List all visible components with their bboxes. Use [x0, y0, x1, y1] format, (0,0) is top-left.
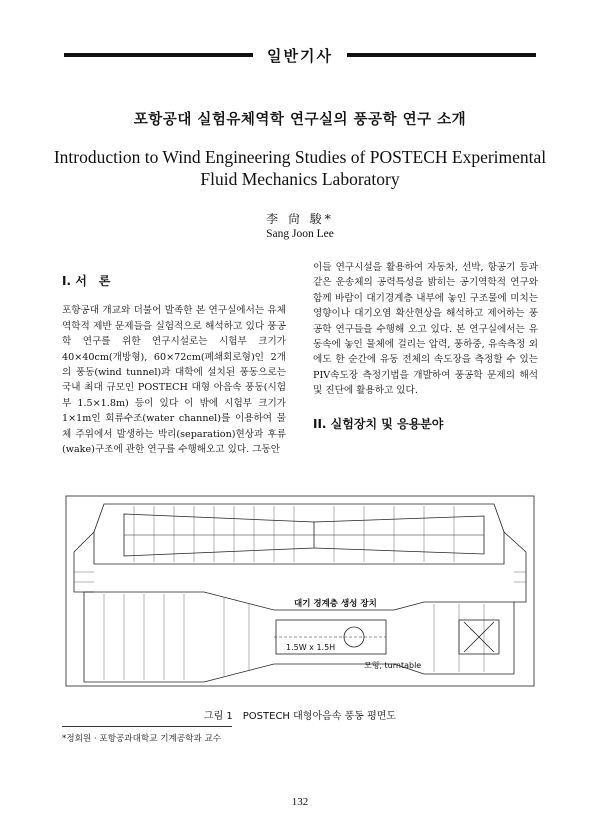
intro-paragraph-left: 포항공대 개교와 더불어 발족한 본 연구실에서는 유체역학적 제반 문제들을 실험적으로 해석하고 있다 풍공학 연구를 위한 연구시설로는 시험부 크기가 40×40cm(개방형), 60×72cm(폐쇄회로형)인 2개의 풍동(wind tunnel)과 대학에 설치된 풍동으로는 국내 최대 규모인 POSTECH 대형 아음속 풍동(시험부 1.5×1.8m) 등이 있다 이 밖에 시험부 크기가 1×1m인 회류수조(water channel)를 이용하여 물체 주위에서 발생하는 박리(separation)현상과 후류(wake)구조에 관한 연구를 수행해오고 있다. 그동안: [62, 305, 286, 456]
author-name-korean: 李 尙 駿*: [266, 212, 334, 226]
footnote-divider: [62, 726, 232, 727]
author-footnote: *정회원 · 포항공과대학교 기계공학과 교수: [62, 734, 222, 744]
figure-caption: 그림 1 POSTECH 대형아음속 풍동 평면도: [203, 711, 397, 722]
right-column: [313, 260, 538, 446]
article-title-korean: 포항공대 실험유체역학 연구실의 풍공학 연구 소개: [133, 112, 467, 128]
section-label: 일반기사: [267, 46, 333, 65]
badge-rule-right: [347, 53, 536, 57]
label-turntable: 모형, turntable: [364, 661, 422, 670]
section-badge: [64, 40, 536, 70]
wind-tunnel-svg: [64, 492, 538, 690]
section-2-heading: II. 실험장치 및 응용분야: [313, 416, 444, 431]
corner-right: [504, 532, 526, 602]
wind-tunnel-plan-drawing: [64, 492, 538, 690]
label-test-section-size: 1.5W x 1.5H: [286, 643, 336, 652]
article-title-english: [0, 146, 600, 190]
label-boundary-layer-device: 대기 경계층 생성 장치: [294, 599, 377, 609]
page-number: 132: [291, 796, 309, 808]
corner-left: [74, 532, 94, 592]
left-column: [62, 274, 286, 457]
badge-rule-left: [64, 53, 253, 57]
english-title-line-2: Fluid Mechanics Laboratory: [200, 169, 400, 189]
english-title-line-1: Introduction to Wind Engineering Studies of POSTECH Experimental: [53, 147, 547, 167]
intro-paragraph-right: 이들 연구시설을 활용하여 자동차, 선박, 항공기 등과 같은 운송체의 공력특성을 밝히는 공기역학적 연구와 함께 바람이 대기경계층 내부에 놓인 구조물에 미치는 영향이나 대기오염 확산현상을 해석하고 제어하는 풍공학 연구들을 수행해 오고 있다. 본 연구실에서는 유동속에 놓인 물체에 걸리는 압력, 풍하중, 유속측정 외에도 한 순간에 유동 전체의 속도장을 측정할 수 있는 PIV속도장 측정기법을 개발하여 풍공학 문제의 해석 및 진단에 활용하고 있다.: [313, 262, 538, 397]
building-outline: [66, 496, 534, 686]
section-1-heading: I. 서 론: [62, 274, 111, 288]
author-name-english: Sang Joon Lee: [266, 228, 334, 240]
